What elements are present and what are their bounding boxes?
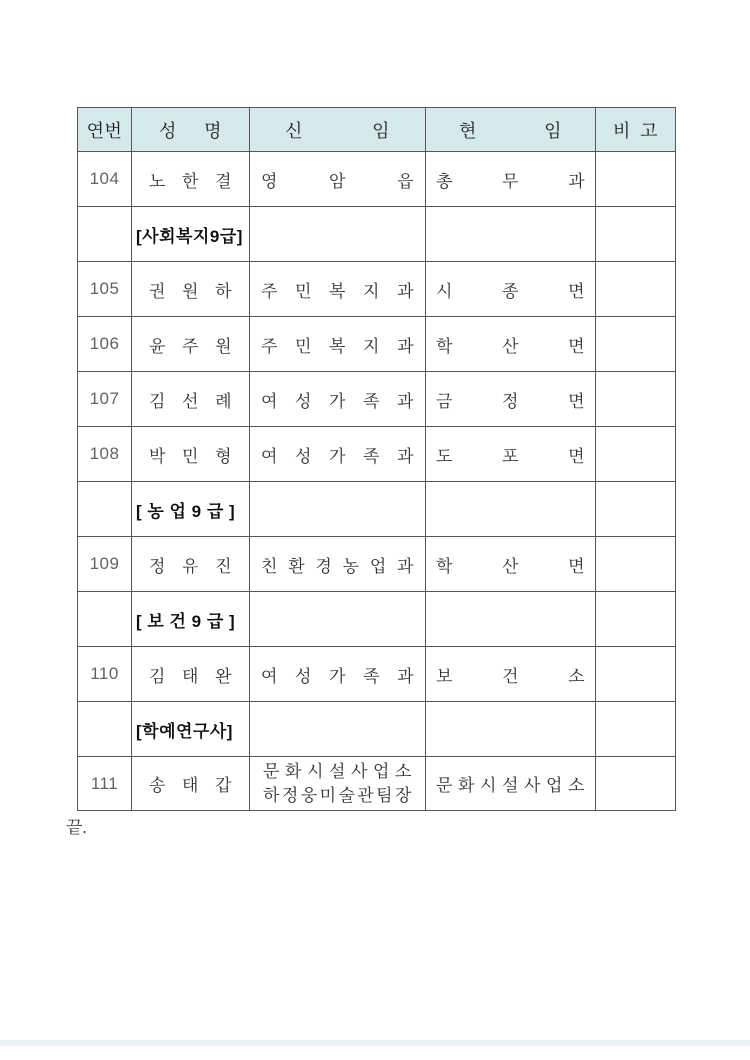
new-position-text: 여 성 가 족 과 (261, 446, 414, 466)
section-label: [사회복지9급] (132, 207, 250, 262)
cell-remarks (596, 207, 675, 262)
cell-current-position (426, 262, 596, 317)
current-position-text: 시 종 면 (436, 281, 585, 301)
table-row (78, 647, 675, 702)
section-label: [ 농 업 9 급 ] (132, 482, 250, 537)
new-position-line1: 문 화 시 설 사 업 소 (263, 761, 412, 781)
new-position-text: 여 성 가 족 과 (261, 391, 414, 411)
cell-new-position (250, 702, 426, 757)
header-remarks (596, 108, 675, 152)
header-no-label: 연번 (86, 120, 123, 141)
cell-current-position (426, 372, 596, 427)
new-position-text: 주 민 복 지 과 (261, 336, 414, 356)
name-text: 윤 주 원 (149, 336, 232, 356)
cell-name (132, 647, 250, 702)
name-text: 박 민 형 (149, 446, 232, 466)
cell-new-position (250, 372, 426, 427)
cell-no (78, 592, 132, 647)
cell-new-position (250, 262, 426, 317)
header-current-position-label: 현 임 (459, 120, 562, 141)
cell-new-position (250, 482, 426, 537)
cell-new-position (250, 427, 426, 482)
table-row (78, 757, 675, 810)
personnel-table (77, 107, 676, 811)
header-name (132, 108, 250, 152)
cell-no: 107 (78, 372, 132, 427)
current-position-text: 보 건 소 (436, 666, 585, 686)
cell-current-position (426, 482, 596, 537)
cell-no (78, 702, 132, 757)
cell-no: 108 (78, 427, 132, 482)
current-position-text: 금 정 면 (436, 391, 585, 411)
name-text: 정 유 진 (149, 556, 232, 576)
cell-name (132, 757, 250, 810)
cell-name (132, 317, 250, 372)
cell-no (78, 482, 132, 537)
current-position-text: 학 산 면 (436, 336, 585, 356)
cell-no: 105 (78, 262, 132, 317)
cell-remarks (596, 262, 675, 317)
table-header-row (78, 108, 675, 152)
cell-current-position (426, 757, 596, 810)
cell-new-position (250, 757, 426, 810)
cell-remarks (596, 372, 675, 427)
cell-name (132, 372, 250, 427)
name-text: 권 원 하 (149, 281, 232, 301)
end-of-document-mark: 끝. (66, 818, 87, 837)
cell-remarks (596, 647, 675, 702)
cell-new-position (250, 537, 426, 592)
current-position-text: 도 포 면 (436, 446, 585, 466)
cell-current-position (426, 152, 596, 207)
table-row (78, 262, 675, 317)
cell-remarks (596, 702, 675, 757)
new-position-text: 주 민 복 지 과 (261, 281, 414, 301)
cell-remarks (596, 152, 675, 207)
new-position-line2: 하 정 웅 미 술 관 팀 장 (263, 785, 412, 805)
table-row (78, 152, 675, 207)
cell-new-position (250, 647, 426, 702)
new-position-text: 여 성 가 족 과 (261, 666, 414, 686)
cell-current-position (426, 427, 596, 482)
cell-remarks (596, 482, 675, 537)
cell-remarks (596, 537, 675, 592)
new-position-text: 영 암 읍 (261, 171, 414, 191)
name-text: 김 태 완 (149, 666, 232, 686)
cell-name (132, 427, 250, 482)
cell-new-position (250, 207, 426, 262)
header-new-position (250, 108, 426, 152)
section-label: [ 보 건 9 급 ] (132, 592, 250, 647)
table-row (78, 427, 675, 482)
section-label: [학예연구사] (132, 702, 250, 757)
current-position-text: 학 산 면 (436, 556, 585, 576)
cell-no: 110 (78, 647, 132, 702)
new-position-twoline (250, 760, 425, 808)
cell-name (132, 537, 250, 592)
header-remarks-label: 비 고 (613, 120, 658, 141)
cell-current-position (426, 207, 596, 262)
cell-no: 106 (78, 317, 132, 372)
name-text: 노 한 결 (149, 171, 232, 191)
header-new-position-label: 신 임 (285, 120, 390, 141)
cell-current-position (426, 702, 596, 757)
cell-name (132, 152, 250, 207)
header-no (78, 108, 132, 152)
section-row (78, 207, 675, 262)
cell-current-position (426, 537, 596, 592)
table-row (78, 372, 675, 427)
header-current-position (426, 108, 596, 152)
current-position-text: 총 무 과 (436, 171, 585, 191)
name-text: 송 태 갑 (149, 776, 232, 795)
table-row (78, 317, 675, 372)
cell-remarks (596, 757, 675, 810)
cell-no: 104 (78, 152, 132, 207)
section-row (78, 482, 675, 537)
table-row (78, 537, 675, 592)
section-row (78, 702, 675, 757)
header-name-label: 성 명 (159, 120, 222, 141)
cell-remarks (596, 592, 675, 647)
cell-current-position (426, 647, 596, 702)
cell-new-position (250, 592, 426, 647)
cell-current-position (426, 592, 596, 647)
cell-no: 109 (78, 537, 132, 592)
cell-new-position (250, 317, 426, 372)
cell-current-position (426, 317, 596, 372)
cell-name (132, 262, 250, 317)
section-row (78, 592, 675, 647)
cell-remarks (596, 317, 675, 372)
cell-remarks (596, 427, 675, 482)
footer-divider-line (0, 1040, 750, 1046)
cell-no: 111 (78, 757, 132, 810)
name-text: 김 선 례 (149, 391, 232, 411)
cell-new-position (250, 152, 426, 207)
new-position-text: 친 환 경 농 업 과 (261, 556, 414, 576)
current-position-text: 문 화 시 설 사 업 소 (436, 776, 585, 795)
cell-no (78, 207, 132, 262)
